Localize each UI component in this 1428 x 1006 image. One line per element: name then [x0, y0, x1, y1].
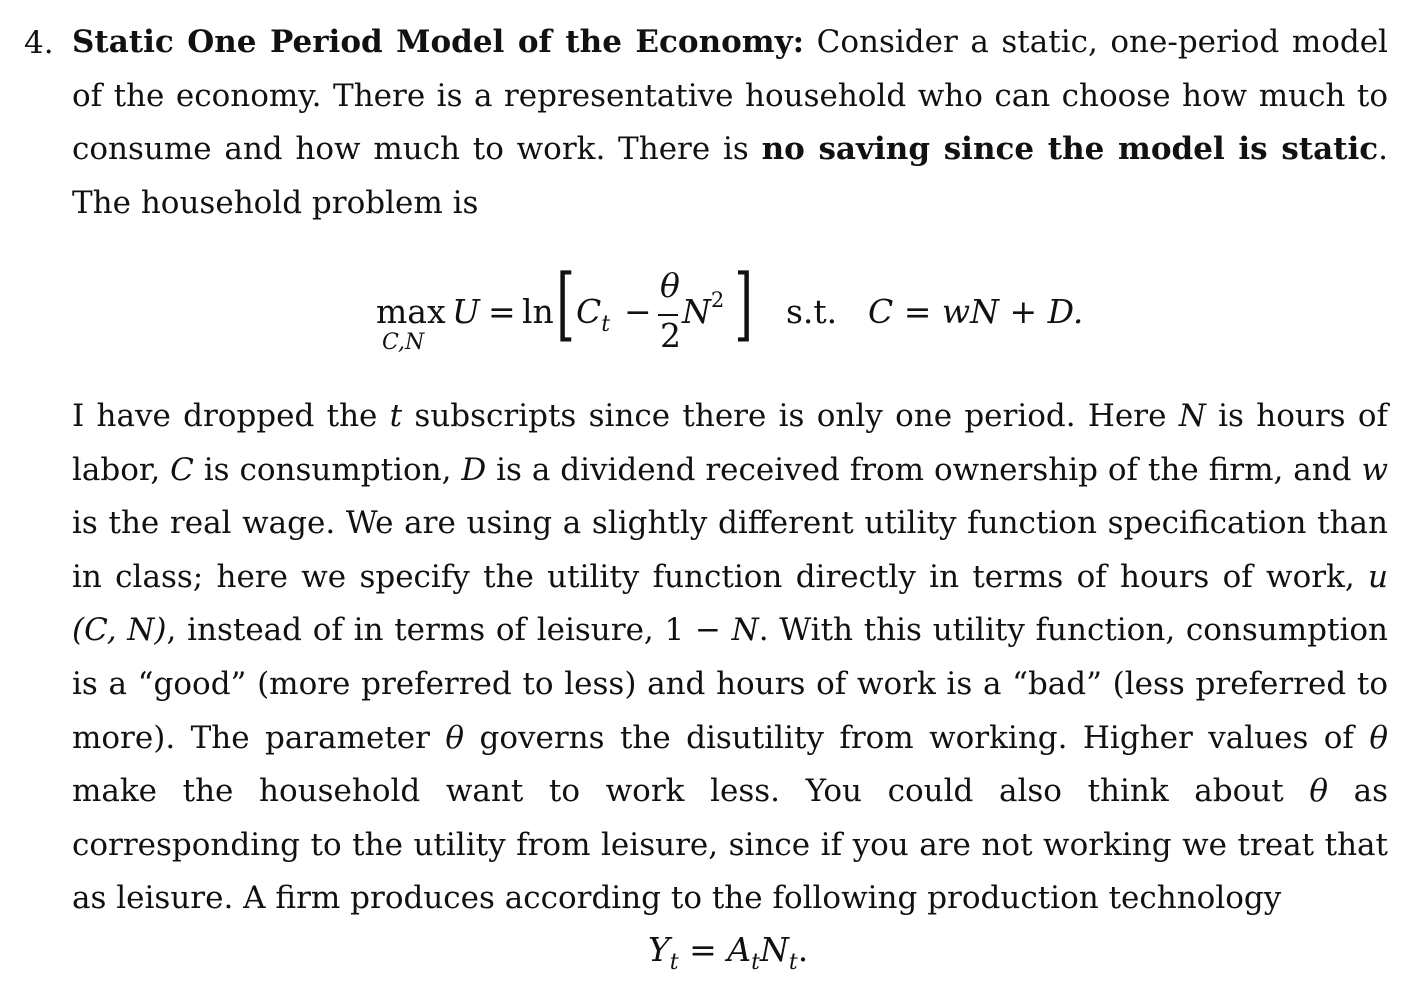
- problem-number: 4.: [24, 25, 54, 61]
- labor-squared-term: $N^2$: [682, 288, 725, 331]
- intro-bold-text: no saving since the model is static: [761, 131, 1379, 168]
- left-bracket: [: [556, 257, 575, 350]
- budget-constraint: C = wN + D.: [868, 292, 1084, 331]
- intro-text-2: . The household problem is: [72, 131, 1389, 221]
- max-operator: max: [376, 292, 446, 331]
- fraction-denominator: 2: [660, 316, 681, 355]
- right-bracket: ]: [734, 257, 753, 350]
- body-paragraph: I have dropped the t subscripts since there is only one period. Here N is hours of labor, C is consumption, D is a dividend received from ownership of the firm, and w is the real wage. We are using a slightly different utility function specification than in class; here we specify the utility function directly in terms of hours of work, u (C, N), instead of in terms of leisure, 1 − N. With this utility function, consumption is a “good” (more preferred to less) and hours of work is a “bad” (less preferred to more). The parameter θ governs the disutility from working. Higher values of θ make the household want to work less. You could also think about θ as corresponding to the utility from leisure, since if you are not working we treat that as leisure. A firm produces according to the following production technology: [72, 398, 1388, 917]
- minus-sign: −: [624, 292, 652, 331]
- intro-text-1: Consider a static, one-period model of the economy. There is a representative household who can choose how much to consume and how much to work. There is: [72, 24, 1388, 168]
- consumption-term: $C_t$: [576, 292, 611, 337]
- intro-paragraph: [72, 16, 1388, 230]
- subject-to-label: s.t.: [786, 292, 838, 331]
- equals-sign: =: [488, 292, 516, 331]
- ln-operator: ln: [522, 292, 554, 331]
- fraction-numerator: θ: [660, 266, 680, 305]
- utility-symbol: U: [452, 292, 480, 331]
- problem-title: Static One Period Model of the Economy:: [72, 24, 805, 60]
- max-subscript: C,N: [382, 330, 425, 355]
- household-problem-equation: [372, 257, 1112, 362]
- production-function-equation: $Y_t = A_tN_t$.: [648, 930, 809, 975]
